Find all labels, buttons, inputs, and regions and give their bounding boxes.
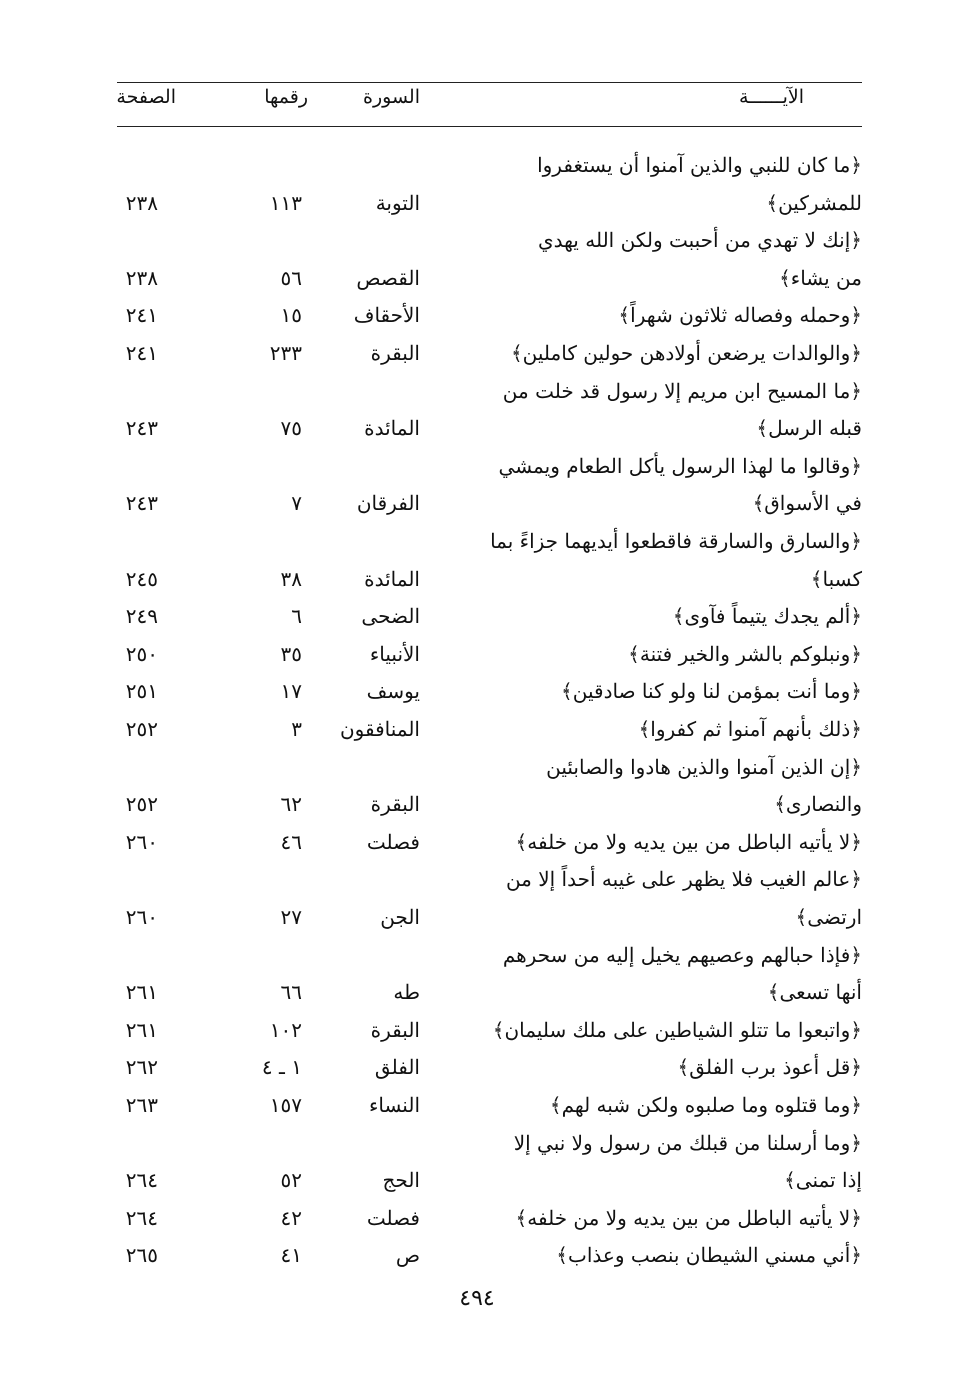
- surah-name: البقرة: [370, 1017, 420, 1042]
- surah-name: الفرقان: [356, 491, 420, 516]
- surah-name: النساء: [368, 1093, 420, 1117]
- table-row: [0, 898, 954, 936]
- surah-name: الحج: [382, 1168, 420, 1193]
- header-rule: [117, 126, 862, 127]
- ayah-number: ٦: [291, 604, 302, 629]
- ayah-text: ﴿ألم يجدك يتيماً فآوى﴾: [672, 604, 862, 629]
- table-row: [0, 860, 954, 898]
- surah-name: ص: [395, 1243, 420, 1268]
- table-row: [0, 560, 954, 598]
- page-ref: ٢٦٤: [125, 1205, 158, 1230]
- ayah-number: ١٠٢: [269, 1017, 302, 1042]
- ayah-number: ٤١: [280, 1243, 302, 1268]
- ayah-text: كسبا﴾: [810, 566, 862, 591]
- ayah-text: إذا تمنى﴾: [784, 1168, 862, 1193]
- page-ref: ٢٦١: [125, 1017, 158, 1042]
- ayah-number: ٧: [291, 491, 302, 516]
- surah-name: المائدة: [364, 416, 420, 441]
- surah-name: الضحى: [361, 604, 420, 629]
- ayah-text: ﴿قل أعوذ برب الفلق﴾: [677, 1055, 862, 1080]
- table-row: [0, 484, 954, 522]
- ayah-text: ﴿ونبلوكم بالشر والخير فتنة﴾: [628, 641, 862, 666]
- page-ref: ٢٦٠: [125, 829, 158, 854]
- ayah-text: ﴿وحمله وفصاله ثلاثون شهراً﴾: [618, 303, 862, 328]
- ayah-text: ﴿وما أنت بمؤمن لنا ولو كنا صادقين﴾: [561, 679, 862, 704]
- surah-name: المنافقون: [339, 717, 420, 741]
- page-ref: ٢٥٠: [125, 641, 158, 666]
- table-row: [0, 1161, 954, 1199]
- page-number: ٤٩٤: [459, 1286, 495, 1311]
- table-row: [0, 409, 954, 447]
- ayah-number: ١٥٧: [269, 1093, 302, 1117]
- ayah-number: ١١٣: [269, 190, 302, 215]
- ayah-number: ٥٦: [280, 265, 302, 290]
- surah-name: البقرة: [370, 341, 420, 365]
- surah-name: الأحقاف: [353, 303, 420, 328]
- ayah-text: ارتضى﴾: [795, 905, 862, 929]
- ayah-text: ﴿ما المسيح ابن مريم إلا رسول قد خلت من: [502, 378, 862, 403]
- ayah-text: للمشركين﴾: [766, 190, 862, 215]
- page-ref: ٢٦٠: [125, 905, 158, 929]
- page-ref: ٢٤١: [125, 341, 158, 365]
- page-ref: ٢٣٨: [125, 190, 158, 215]
- surah-name: فصلت: [366, 829, 420, 854]
- ayah-text: ﴿وقالوا ما لهذا الرسول يأكل الطعام ويمشي: [498, 453, 862, 478]
- page-ref: ٢٦٥: [125, 1243, 158, 1268]
- ayah-number: ٦٦: [280, 980, 302, 1005]
- ayah-text: قبله الرسل﴾: [756, 416, 862, 441]
- page-ref: ٢٤٣: [125, 416, 158, 441]
- ayah-text: أنها تسعى﴾: [767, 980, 862, 1005]
- header-surah: السورة: [363, 86, 420, 108]
- table-row: [0, 785, 954, 823]
- ayah-text: ﴿ما كان للنبي والذين آمنوا أن يستغفروا: [537, 153, 862, 177]
- table-row: [0, 372, 954, 410]
- table-row: [0, 221, 954, 259]
- page-ref: ٢٣٨: [125, 265, 158, 290]
- table-row: [0, 1199, 954, 1237]
- page-ref: ٢٥١: [125, 679, 158, 704]
- header-ayah: الآيــــــة: [739, 86, 804, 108]
- ayah-text: ﴿أني مسني الشيطان بنصب وعذاب﴾: [556, 1243, 862, 1268]
- page-ref: ٢٦٤: [125, 1168, 158, 1193]
- ayah-number: ٣: [291, 717, 302, 741]
- table-row: [0, 672, 954, 710]
- ayah-text: ﴿لا يأتيه الباطل من بين يديه ولا من خلفه﴾: [515, 1205, 862, 1230]
- ayah-text: ﴿وما أرسلنا من قبلك من رسول ولا نبي إلا: [513, 1130, 862, 1155]
- surah-name: البقرة: [370, 792, 420, 817]
- table-row: [0, 710, 954, 748]
- ayah-text: ﴿لا يأتيه الباطل من بين يديه ولا من خلفه﴾: [515, 829, 862, 854]
- page-ref: ٢٦٣: [125, 1093, 158, 1117]
- surah-name: طه: [393, 980, 420, 1005]
- table-row: [0, 1236, 954, 1274]
- page-ref: ٢٤٥: [125, 566, 158, 591]
- ayah-text: ﴿ذلك بأنهم آمنوا ثم كفروا﴾: [638, 717, 862, 741]
- header-number: رقمها: [264, 86, 308, 108]
- ayah-number: ٥٢: [280, 1168, 302, 1193]
- ayah-text: ﴿والسارق والسارقة فاقطعوا أيديهما جزاءً بما: [490, 529, 862, 553]
- surah-name: التوبة: [375, 190, 420, 215]
- surah-name: فصلت: [366, 1205, 420, 1230]
- table-row: [0, 973, 954, 1011]
- table-row: [0, 1048, 954, 1086]
- table-row: [0, 146, 954, 184]
- table-row: [0, 597, 954, 635]
- table-row: [0, 447, 954, 485]
- table-row: [0, 1086, 954, 1124]
- page-ref: ٢٦١: [125, 980, 158, 1005]
- ayah-text: في الأسواق﴾: [752, 491, 862, 516]
- ayah-text: ﴿إنك لا تهدي من أحببت ولكن الله يهدي: [537, 228, 862, 253]
- top-rule: [117, 82, 862, 83]
- ayah-number: ٧٥: [280, 416, 302, 441]
- ayah-number: ٢٧: [280, 905, 302, 929]
- table-row: [0, 1124, 954, 1162]
- table-row: [0, 334, 954, 372]
- ayah-text: ﴿والوالدات يرضعن أولادهن حولين كاملين﴾: [510, 341, 862, 365]
- table-row: [0, 522, 954, 560]
- table-row: [0, 635, 954, 673]
- table-row: [0, 748, 954, 786]
- surah-name: القصص: [356, 265, 420, 290]
- table-row: [0, 823, 954, 861]
- page-ref: ٢٦٢: [125, 1055, 158, 1080]
- header-page: الصفحة: [116, 86, 176, 108]
- ayah-text: ﴿وما قتلوه وما صلبوه ولكن شبه لهم﴾: [549, 1093, 862, 1117]
- page-ref: ٢٥٢: [125, 717, 158, 741]
- table-row: [0, 936, 954, 974]
- table-row: [0, 296, 954, 334]
- ayah-text: ﴿عالم الغيب فلا يظهر على غيبه أحداً إلا من: [505, 867, 862, 892]
- ayah-number: ١٥: [280, 303, 302, 328]
- page-ref: ٢٤١: [125, 303, 158, 328]
- ayah-text: ﴿إن الذين آمنوا والذين هادوا والصابئين: [546, 754, 862, 779]
- ayah-number: ٤٢: [280, 1205, 302, 1230]
- surah-name: الجن: [380, 905, 420, 929]
- table-row: [0, 259, 954, 297]
- ayah-text: والنصارى﴾: [774, 792, 862, 817]
- ayah-number: ٢٣٣: [269, 341, 302, 365]
- surah-name: المائدة: [364, 566, 420, 591]
- table-row: [0, 184, 954, 222]
- ayah-number: ٤٦: [280, 829, 302, 854]
- ayah-number: ١٧: [280, 679, 302, 704]
- ayah-text: ﴿فإذا حبالهم وعصيهم يخيل إليه من سحرهم: [502, 942, 862, 967]
- ayah-text: ﴿واتبعوا ما تتلو الشياطين على ملك سليمان﴾: [492, 1017, 862, 1042]
- table-row: [0, 1011, 954, 1049]
- page-ref: ٢٤٣: [125, 491, 158, 516]
- surah-name: يوسف: [366, 679, 420, 704]
- ayah-number: ٣٥: [280, 641, 302, 666]
- surah-name: الفلق: [374, 1055, 420, 1080]
- ayah-number: ٣٨: [280, 566, 302, 591]
- ayah-text: من يشاء﴾: [779, 265, 862, 290]
- surah-name: الأنبياء: [369, 641, 420, 666]
- page-ref: ٢٥٢: [125, 792, 158, 817]
- ayah-number: ٦٢: [280, 792, 302, 817]
- ayah-number: ١ ـ ٤: [261, 1055, 302, 1080]
- page-ref: ٢٤٩: [125, 604, 158, 629]
